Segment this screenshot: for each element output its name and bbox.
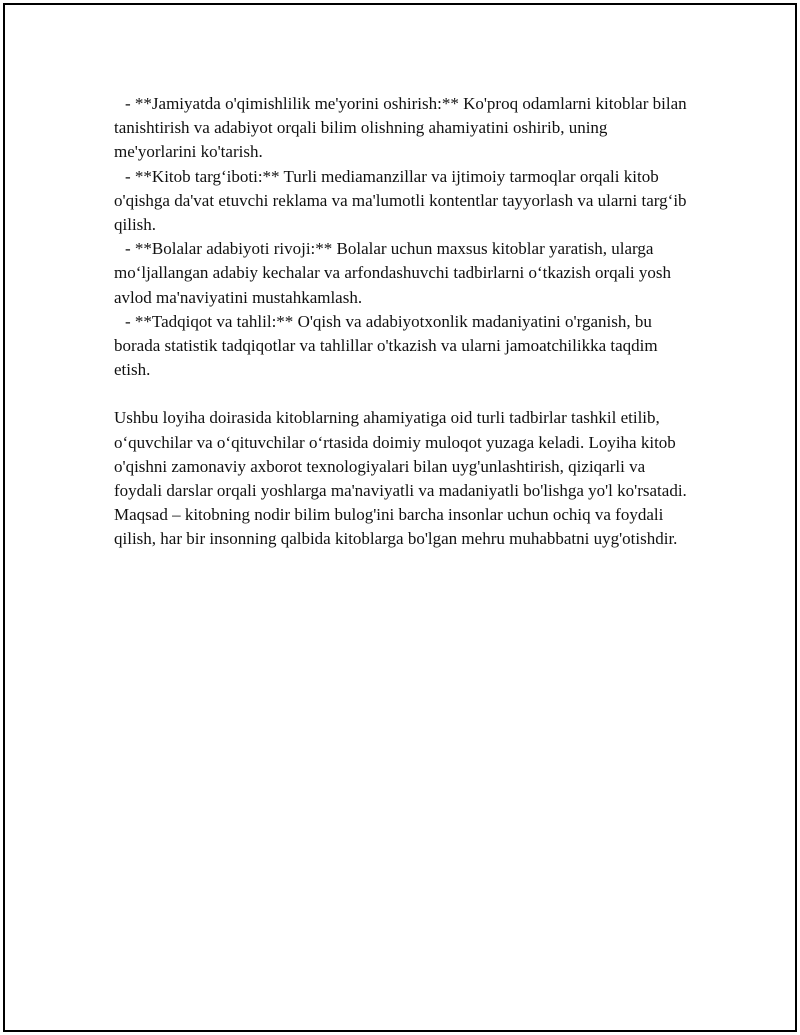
bullet-lead: - **Bolalar adabiyoti rivoji:** (125, 239, 333, 259)
bullet-lead: - **Kitob targ‘iboti:** (125, 166, 280, 186)
bullet-text: Turli mediamanzillar va ijtimoiy tarmoqlar orqali kitob o'qishga da'vat etuvchi reklama va ma'lumotli kontentlar tayyorlash va ularni targ‘ib qilish. (114, 166, 691, 235)
closing-paragraph: Ushbu loyiha doirasida kitoblarning ahamiyatiga oid turli tadbirlar tashkil etilib, o‘quvchilar va o‘qituvchilar o‘rtasida doimiy muloqot yuzaga keladi. Loyiha kitob o'qishni zamonaviy axborot texnologiyalari bilan uyg'unlashtirish, qiziqarli va foydali darslar orqali yoshlarga ma'naviyatli va madaniyatli bo'lishga yo'l ko'rsatadi. Maqsad – kitobning nodir bilim bulog'ini barcha insonlar uchun ochiq va foydali qilish, har bir insonning qalbida kitoblarga bo'lgan mehru muhabbatni uyg'otishdir. (114, 408, 687, 549)
bullet-item (114, 92, 694, 165)
bullet-item (114, 165, 694, 238)
bullet-text: O'qish va adabiyotxonlik madaniyatini o'rganish, bu borada statistik tadqiqotlar va tahlillar o'tkazish va ularni jamoatchilikka taqdim etish. (114, 311, 662, 380)
bullet-item (114, 310, 694, 383)
bullet-text: Bolalar uchun maxsus kitoblar yaratish, ularga mo‘ljallangan adabiy kechalar va arfondashuvchi tadbirlarni o‘tkazish orqali yosh avlod ma'naviyatini mustahkamlash. (114, 239, 676, 307)
bullet-item (114, 237, 694, 310)
bullet-lead: - **Jamiyatda o'qimishlilik me'yorini oshirish:** (125, 94, 459, 113)
bullet-lead: - **Tadqiqot va tahlil:** (125, 311, 294, 331)
document-body (114, 92, 694, 552)
bullet-text: Ko'proq odamlarni kitoblar bilan tanishtirish va adabiyot orqali bilim olishning ahamiyatini oshirib, uning me'yorlarini ko'tarish. (114, 94, 691, 162)
